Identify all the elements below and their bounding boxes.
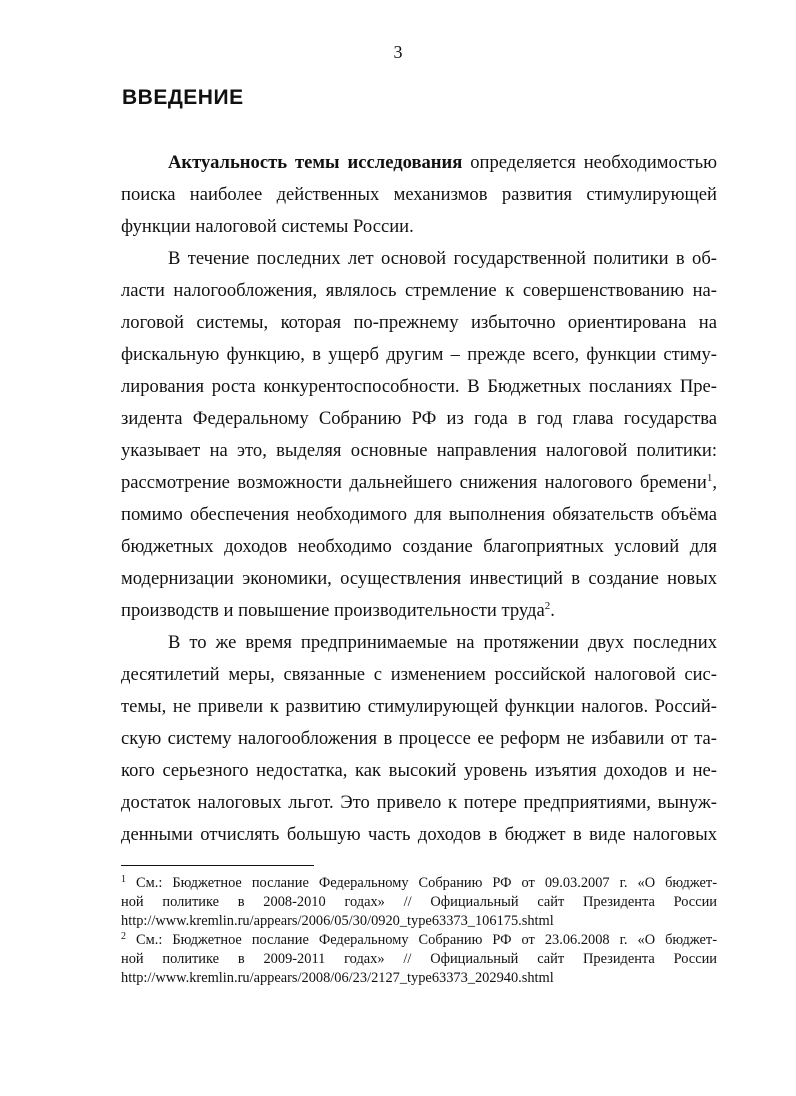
footnote-2-line-1: $^2$ См.: Бюджетное послание Федеральному Собранию РФ от 23.06.2008 г. «О бюджет- — [121, 931, 717, 948]
footnote-2-link[interactable]: http://www.kremlin.ru/appears/2008/06/23/2127_type63373_202940.shtml — [121, 970, 554, 986]
footnote-ref-2[interactable]: 2 — [544, 600, 551, 612]
bold-lead: Актуальность темы исследования — [168, 152, 463, 173]
footnote-marker-2: 2 — [121, 931, 126, 942]
paragraph-3-line: кого серьезного недостатка, как высокий уровень изъятия доходов и не- — [121, 760, 717, 781]
footnote-marker-1: 1 — [121, 874, 126, 885]
footnote-2-line-2: ной политике в 2009-2011 годах» // Официальный сайт Президента России — [121, 951, 717, 967]
body-text — [121, 147, 717, 851]
paragraph-2-line: зидента Федеральному Собранию РФ из года в год глава государства — [121, 408, 717, 429]
section-heading: ВВЕДЕНИЕ — [122, 86, 244, 109]
paragraph-2-line: помимо обеспечения необходимого для выполнения обязательств объёма — [121, 504, 717, 525]
paragraph-2-line: указывает на это, выделяя основные направления налоговой политики: — [121, 440, 717, 461]
paragraph-2-line: модернизации экономики, осуществления инвестиций в создание новых — [121, 568, 717, 589]
page-number: 3 — [393, 42, 403, 62]
paragraph-3-line: скую систему налогообложения в процессе ее реформ не избавили от та- — [121, 728, 717, 749]
paragraph-1-line-3: функции налоговой системы России. — [121, 216, 414, 237]
paragraph-2-line: фискальную функцию, в ущерб другим – прежде всего, функции стиму- — [121, 344, 717, 365]
footnote-1-link[interactable]: http://www.kremlin.ru/appears/2006/05/30/0920_type63373_106175.shtml — [121, 913, 554, 929]
footnote-separator — [121, 865, 314, 866]
paragraph-1-line-2: поиска наиболее действенных механизмов развития стимулирующей — [121, 184, 717, 205]
paragraph-2-line: В течение последних лет основой государственной политики в об- — [168, 248, 717, 269]
paragraph-2-line: логовой системы, которая по-прежнему избыточно ориентирована на — [121, 312, 717, 333]
paragraph-2-line: ласти налогообложения, являлось стремление к совершенствованию на- — [121, 280, 717, 301]
paragraph-3-line: денными отчислять большую часть доходов в бюджет в виде налоговых — [121, 824, 717, 845]
footnote-ref-1[interactable]: 1 — [706, 472, 713, 484]
paragraph-2-line-with-footnote-1: рассмотрение возможности дальнейшего снижения налогового бремени$^1$, — [121, 472, 717, 493]
paragraph-2-line-with-footnote-2: производств и повышение производительности труда$^2$. — [121, 600, 555, 621]
paragraph-1-line-1: Актуальность темы исследования определяется необходимостью — [168, 152, 717, 173]
paragraph-2-line: бюджетных доходов необходимо создание благоприятных условий для — [121, 536, 717, 557]
footnote-1-line-2: ной политике в 2008-2010 годах» // Официальный сайт Президента России — [121, 894, 717, 910]
paragraph-3-line: темы, не привели к развитию стимулирующей функции налогов. Россий- — [121, 696, 717, 717]
paragraph-3-line: В то же время предпринимаемые на протяжении двух последних — [168, 632, 717, 653]
paragraph-3-line: достаток налоговых льгот. Это привело к потере предприятиями, вынуж- — [121, 792, 717, 813]
paragraph-2-line: лирования роста конкурентоспособности. В Бюджетных посланиях Пре- — [121, 376, 717, 397]
paragraph-3-line: десятилетий меры, связанные с изменением российской налоговой сис- — [121, 664, 717, 685]
footnote-1-line-1: $^1$ См.: Бюджетное послание Федеральному Собранию РФ от 09.03.2007 г. «О бюджет- — [121, 874, 717, 891]
footnotes — [121, 874, 717, 988]
